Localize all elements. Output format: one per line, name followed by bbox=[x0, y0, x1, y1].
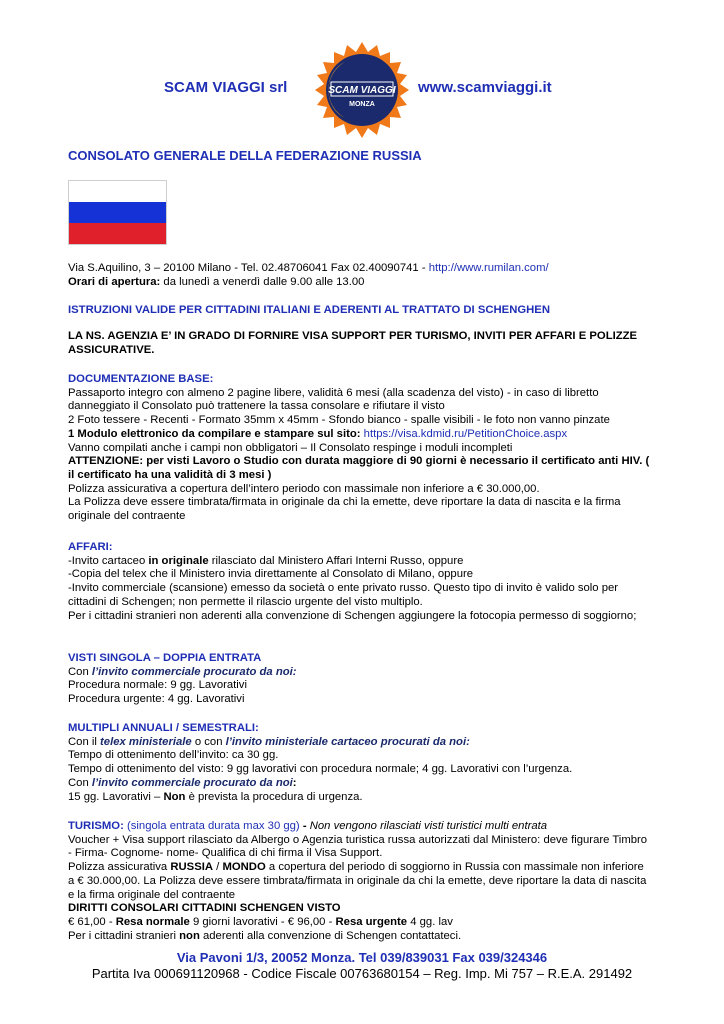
turismo-voucher: Voucher + Visa support rilasciato da Albergo o Agenzia turistica russa autorizzati dal Ministero: deve figurare Timbro - Firma- Cognome- nome- Qualifica di chi firma il Visa Support. bbox=[68, 833, 648, 860]
multipli-telex bbox=[68, 736, 650, 750]
hours-text: da lunedì a venerdì dalle 9.00 alle 13.00 bbox=[160, 275, 365, 288]
diritti-prezzi bbox=[68, 916, 650, 930]
multipli-tempi bbox=[68, 791, 650, 805]
multipli-l1-d: l’invito ministeriale cartaceo procurati da noi: bbox=[225, 735, 470, 748]
prezzi-d: Resa urgente bbox=[335, 915, 408, 928]
singola-invito bbox=[68, 666, 650, 680]
prezzi-a: € 61,00 - bbox=[68, 915, 116, 928]
consulate-url-link[interactable]: http://www.rumilan.com/ bbox=[428, 262, 549, 274]
turismo-note: Non vengono rilasciati visti turistici multi entrata bbox=[309, 820, 548, 832]
address-text: Via S.Aquilino, 3 – 20100 Milano - Tel. 02.48706041 Fax 02.40090741 - bbox=[68, 262, 429, 274]
affari-telex: -Copia del telex che il Ministero invia direttamente al Consolato di Milano, oppure bbox=[68, 568, 474, 581]
flag-stripe-white bbox=[69, 181, 166, 202]
logo-subtext: MONZA bbox=[349, 101, 375, 108]
instructions-heading: ISTRUZIONI VALIDE PER CITTADINI ITALIANI E ADERENTI AL TRATTATO DI SCHENGHEN bbox=[68, 304, 550, 316]
turismo-polizza bbox=[68, 861, 650, 902]
affari-invito-cartaceo bbox=[68, 555, 650, 569]
agency-notice: LA NS. AGENZIA E’ IN GRADO DI FORNIRE VISA SUPPORT PER TURISMO, INVITI PER AFFARI E POLIZZE ASSICURATIVE. bbox=[68, 330, 638, 356]
singola-normale: Procedura normale: 9 gg. Lavorativi bbox=[68, 679, 247, 692]
address-line bbox=[68, 262, 650, 276]
turismo-l3-d: MONDO bbox=[222, 861, 266, 874]
doc-base-photos: 2 Foto tessere - Recenti - Formato 35mm x 45mm - Sfondo bianco - spalle visibili - le foto non vanno pinzate bbox=[68, 414, 610, 427]
section-turismo bbox=[68, 820, 650, 943]
turismo-dash: - bbox=[302, 820, 310, 832]
diritti-stranieri bbox=[68, 930, 650, 944]
turismo-heading: TURISMO: bbox=[68, 820, 124, 832]
multipli-l4-c: : bbox=[292, 776, 297, 789]
petition-url-link[interactable]: https://visa.kdmid.ru/PetitionChoice.aspx bbox=[363, 427, 568, 440]
singola-l1-emph: l’invito commerciale procurato da noi: bbox=[91, 665, 297, 678]
flag-stripe-blue bbox=[69, 202, 166, 223]
stranieri-a: Per i cittadini stranieri bbox=[68, 929, 180, 942]
turismo-sub: (singola entrata durata max 30 gg) bbox=[123, 820, 303, 832]
multipli-l4-b: l’invito commerciale procurato da noi bbox=[91, 776, 293, 789]
multipli-commerciale bbox=[68, 777, 650, 791]
affari-heading: AFFARI: bbox=[68, 541, 113, 553]
turismo-l3-b: RUSSIA bbox=[170, 861, 214, 874]
hours-label: Orari di apertura: bbox=[68, 275, 161, 288]
doc-base-fields-note: Vanno compilati anche i campi non obbligatori – Il Consolato respinge i moduli incompleti bbox=[68, 441, 513, 454]
doc-base-insurance-note: La Polizza deve essere timbrata/firmata in originale da chi la emette, deve riportare la data di nascita e la firma originale del contraente bbox=[68, 496, 621, 523]
affari-l1-text: -Invito cartaceo bbox=[68, 554, 149, 567]
multipli-heading: MULTIPLI ANNUALI / SEMESTRALI: bbox=[68, 722, 259, 734]
affari-stranieri: Per i cittadini stranieri non aderenti alla convenzione di Schengen aggiungere la fotocopia permesso di soggiorno; bbox=[68, 609, 637, 622]
prezzi-e: 4 gg. lav bbox=[407, 915, 453, 928]
affari-invito-commerciale: -Invito commerciale (scansione) emesso da società o ente privato russo. Questo tipo di invito è valido solo per cittadini di Schengen; non permette il rilascio urgente del visto multiplo. bbox=[68, 582, 619, 608]
section-affari bbox=[68, 541, 650, 623]
form-label: 1 Modulo elettronico da compilare e stampare sul sito: bbox=[68, 427, 361, 440]
opening-hours bbox=[68, 276, 650, 290]
multipli-l5-a: 15 gg. Lavorativi – bbox=[68, 790, 164, 803]
turismo-l3-e: a copertura del periodo di soggiorno in Russia con massimale non inferiore a € 30.000,00. La Polizza deve essere timbrata/firmata in originale da chi la emette, deve riportare la data di nascita e la firma originale del contraente bbox=[68, 861, 647, 901]
affari-l1-rest: rilasciato dal Ministero Affari Interni Russo, oppure bbox=[208, 554, 464, 567]
doc-base-hiv-warning: ATTENZIONE: per visti Lavoro o Studio con durata maggiore di 90 giorni è necessario il certificato anti HIV. ( il certificato ha una validità di 3 mesi ) bbox=[68, 455, 650, 481]
turismo-l3-a: Polizza assicurativa bbox=[68, 861, 171, 874]
doc-base-insurance: Polizza assicurativa a copertura dell’intero periodo con massimale non inferiore a € 30.000,00. bbox=[68, 482, 540, 495]
affari-l1-bold: in originale bbox=[148, 554, 209, 567]
russian-flag bbox=[68, 180, 167, 245]
turismo-heading-line bbox=[68, 820, 650, 834]
multipli-l5-b: Non bbox=[163, 790, 186, 803]
prezzi-b: Resa normale bbox=[115, 915, 190, 928]
multipli-l1-a: Con il bbox=[68, 735, 101, 748]
turismo-l3-c: / bbox=[213, 861, 223, 874]
doc-base-passport: Passaporto integro con almeno 2 pagine libere, validità 6 mesi (alla scadenza del visto) - in caso di libretto danneggiato il Consolato può trattenere la tassa consolare e rifiutare il visto bbox=[68, 386, 599, 413]
multipli-l1-c: o con bbox=[191, 735, 226, 748]
diritti-consolari-heading: DIRITTI CONSOLARI CITTADINI SCHENGEN VISTO bbox=[68, 902, 341, 915]
section-documentazione-base bbox=[68, 373, 650, 524]
consulate-address bbox=[68, 262, 650, 289]
footer-address: Via Pavoni 1/3, 20052 Monza. Tel 039/839031 Fax 039/324346 bbox=[176, 950, 548, 965]
company-website[interactable]: www.scamviaggi.it bbox=[418, 79, 552, 96]
multipli-tempo-visto: Tempo di ottenimento del visto: 9 gg lavorativi con procedura normale; 4 gg. Lavorativi con l’urgenza. bbox=[68, 763, 573, 776]
multipli-tempo-invito: Tempo di ottenimento dell’invito: ca 30 gg. bbox=[68, 749, 279, 762]
logo-text: SCAM VIAGGI bbox=[328, 85, 396, 96]
doc-base-form bbox=[68, 428, 650, 442]
multipli-l1-b: telex ministeriale bbox=[100, 735, 192, 748]
section-visti-singola bbox=[68, 652, 650, 707]
multipli-l5-c: è prevista la procedura di urgenza. bbox=[185, 790, 363, 803]
scam-viaggi-logo bbox=[307, 40, 417, 140]
page-title: CONSOLATO GENERALE DELLA FEDERAZIONE RUSSIA bbox=[68, 148, 422, 163]
stranieri-b: non bbox=[179, 929, 200, 942]
doc-base-heading: DOCUMENTAZIONE BASE: bbox=[68, 373, 214, 385]
flag-stripe-red bbox=[69, 223, 166, 244]
prezzi-c: 9 giorni lavorativi - € 96,00 - bbox=[189, 915, 336, 928]
stranieri-c: aderenti alla convenzione di Schengen contattateci. bbox=[199, 929, 462, 942]
singola-l1-text: Con bbox=[68, 665, 92, 678]
company-name: SCAM VIAGGI srl bbox=[164, 79, 288, 96]
singola-urgente: Procedura urgente: 4 gg. Lavorativi bbox=[68, 693, 245, 706]
multipli-l4-a: Con bbox=[68, 776, 92, 789]
footer-legal: Partita Iva 000691120968 - Codice Fiscale 00763680154 – Reg. Imp. Mi 757 – R.E.A. 291492 bbox=[91, 966, 633, 981]
section-multipli bbox=[68, 722, 650, 804]
singola-heading: VISTI SINGOLA – DOPPIA ENTRATA bbox=[68, 652, 262, 664]
